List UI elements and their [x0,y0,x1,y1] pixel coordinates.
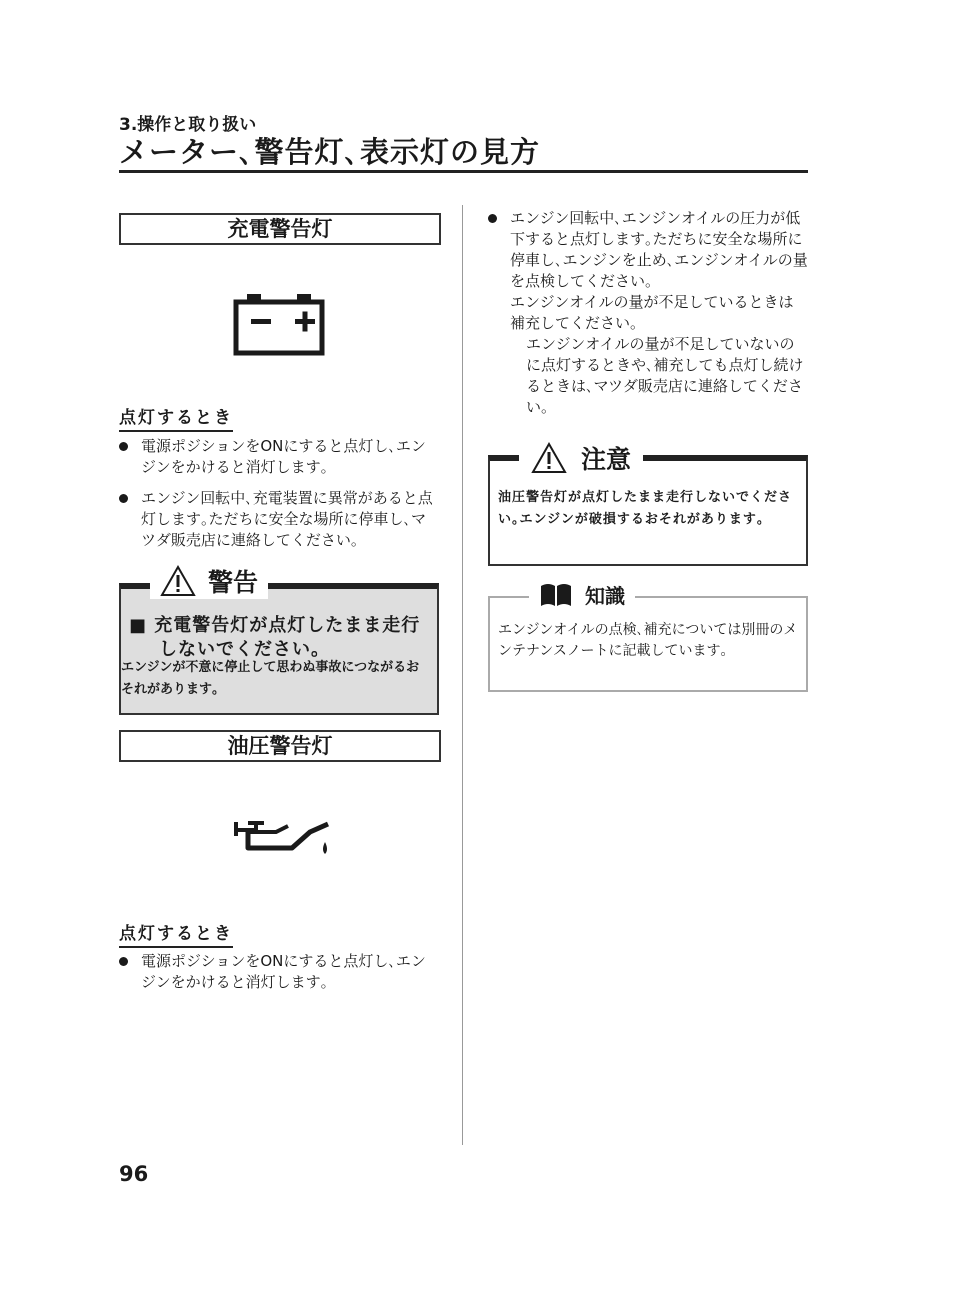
page-number: 96 [119,1162,149,1186]
oil-section-title: 油圧警告灯 [119,730,441,762]
oil-when-heading: 点灯するとき [119,924,233,948]
list-item: 電源ポジションをONにすると点灯し､エンジンをかけると消灯します｡ [119,436,439,478]
charge-section-title: 充電警告灯 [119,213,441,245]
oil-pressure-bullet: エンジン回転中､エンジンオイルの圧力が低下すると点灯します｡ただちに安全な場所に停車し､エンジンを止め､エンジンオイルの量を点検してください｡ エンジンオイルの量が不足しているときは補充してください｡ エンジンオイルの量が不足していないのに点灯するときや､補充しても点灯し続けるときは､マツダ販売店に連絡してください｡ [488,208,808,418]
charge-when-heading: 点灯するとき [119,408,233,432]
breadcrumb: 3.操作と取り扱い [119,115,257,135]
title-rule [119,170,808,173]
oil-bullet-list [119,951,439,1003]
caution-label [519,440,643,476]
info-label-text: 知識 [585,584,625,608]
warning-body: エンジンが不意に停止して思わぬ事故につながるおそれがあります｡ [121,660,420,697]
caution-label-text: 注意 [581,445,632,474]
warning-heading: ■ 充電警告灯が点灯したまま走行 しないでください｡ [129,615,421,660]
bullet-icon [488,214,497,223]
book-icon [539,582,573,608]
list-item: エンジン回転中､充電装置に異常があると点灯します｡ただちに安全な場所に停車し､マツダ販売店に連絡してください｡ [119,488,439,551]
info-body: エンジンオイルの点検､補充については別冊のメンテナンスノートに記載しています｡ [498,622,798,659]
caution-body: 油圧警告灯が点灯したまま走行しないでください｡エンジンが破損するおそれがあります｡ [498,490,793,527]
bullet-icon [119,442,128,451]
info-label [529,580,635,609]
warning-label [150,563,268,599]
bullet-icon [119,957,128,966]
warning-triangle-icon [160,565,196,597]
column-divider [462,205,463,1145]
list-item: 電源ポジションをONにすると点灯し､エンジンをかけると消灯します｡ [119,951,439,993]
bullet-icon [119,494,128,503]
warning-triangle-icon [531,442,567,474]
battery-icon [233,294,325,360]
oil-can-icon [232,818,332,866]
charge-bullet-list [119,436,439,561]
warning-label-text: 警告 [208,568,259,597]
page-title: メーター､警告灯､表示灯の見方 [119,135,541,169]
